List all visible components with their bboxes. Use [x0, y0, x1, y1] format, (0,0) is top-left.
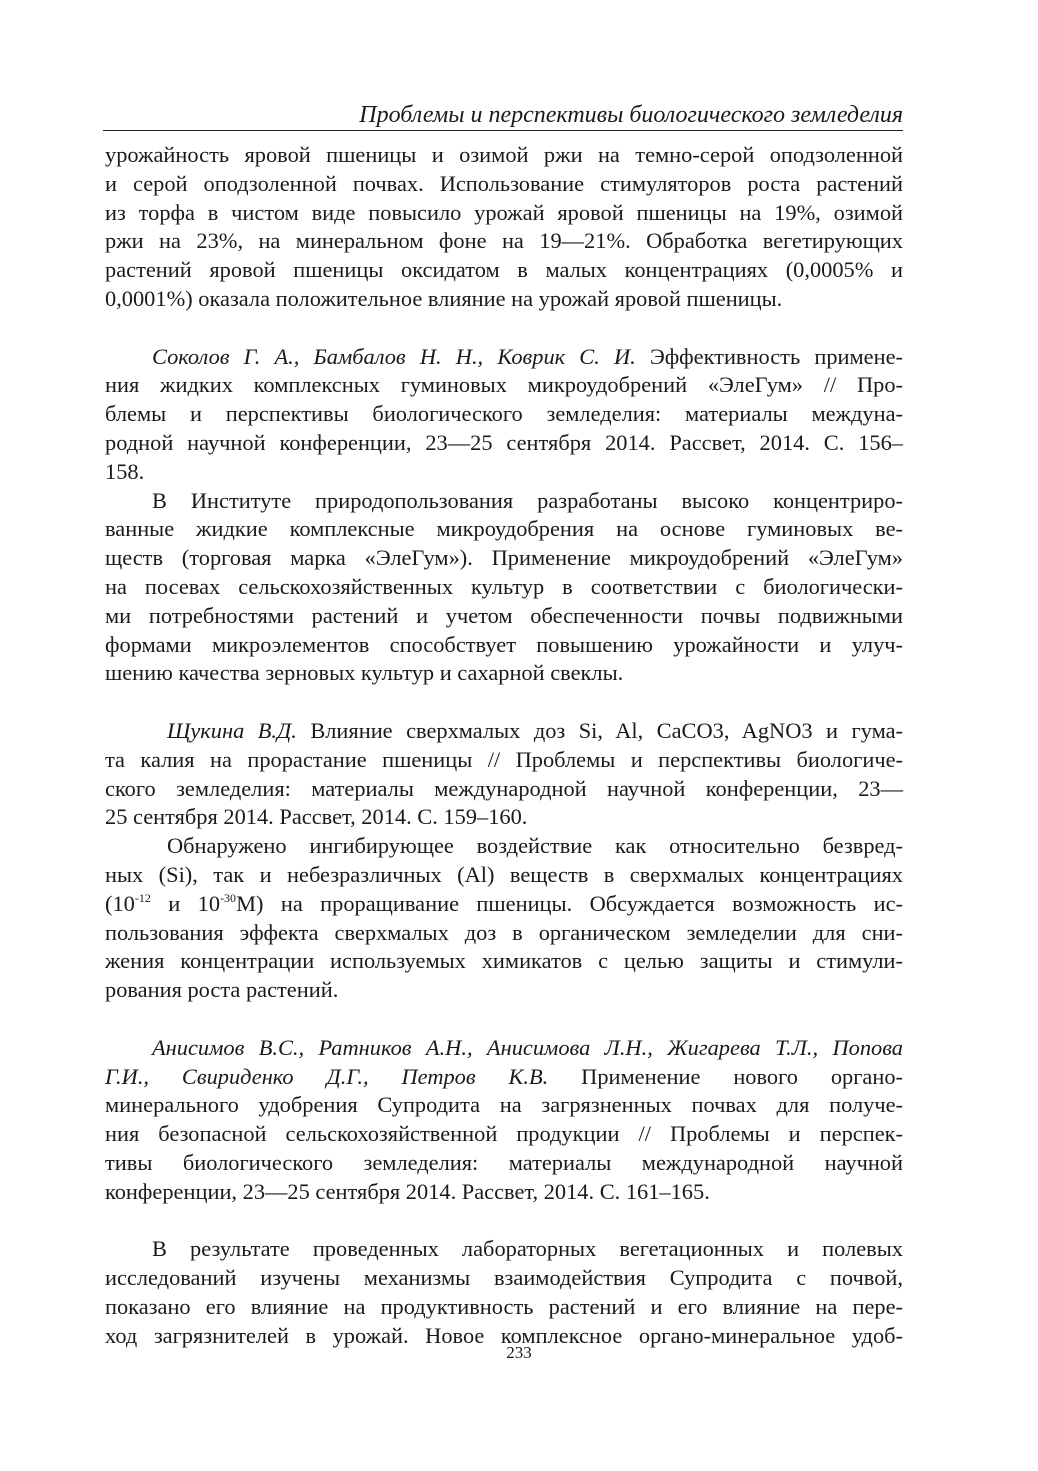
citation-title: Применение нового органо- — [548, 1063, 903, 1089]
citation-line: 158. — [105, 458, 145, 484]
text-line: растений яровой пшеницы оксидатом в малых концентрациях (0,0005% и — [105, 257, 903, 283]
abstract-line: ванные жидкие комплексные микроудобрения на основе гуминовых ве- — [105, 516, 903, 542]
citation-line — [105, 717, 903, 746]
citation-line: блемы и перспективы биологического земледелия: материалы междуна- — [105, 401, 903, 427]
citation-authors: Г.И., Свириденко Д.Г., Петров К.В. — [105, 1063, 549, 1089]
abstract-line: ход загрязнителей в урожай. Новое комплексное органо-минеральное удоб- — [105, 1322, 903, 1348]
abstract-line: рования роста растений. — [105, 977, 339, 1003]
abstract-line: ми потребностями растений и учетом обеспеченности почвы подвижными — [105, 602, 903, 628]
citation-line: та калия на прорастание пшеницы // Проблемы и перспективы биологиче- — [105, 746, 903, 772]
abstract-line: В результате проведенных лабораторных вегетационных и полевых — [152, 1236, 903, 1262]
abstract-line: Обнаружено ингибирующее воздействие как относительно безвред- — [167, 833, 903, 859]
entry-anisimov — [105, 1034, 903, 1351]
exponent: -30 — [220, 890, 237, 905]
text-line: ржи на 23%, на минеральном фоне на 19—21%. Обработка вегетирующих — [105, 228, 903, 254]
header-rule — [103, 130, 903, 131]
abstract-line: пользования эффекта сверхмалых доз в органическом земледелии для сни- — [105, 919, 903, 945]
text-line: урожайность яровой пшеницы и озимой ржи на темно-серой оподзоленной — [105, 142, 903, 167]
abstract-line: ных (Si), так и небезразличных (Al) веществ в сверхмалых концентрациях — [105, 861, 903, 887]
citation-line: минерального удобрения Супродита на загрязненных почвах для получе- — [105, 1092, 903, 1118]
abstract-line — [105, 890, 903, 919]
entry-sokolov — [105, 343, 903, 689]
citation-line: ния жидких комплексных гуминовых микроудобрений «ЭлеГум» // Про- — [105, 372, 903, 398]
paragraph-gap — [105, 1005, 903, 1034]
abstract-line: исследований изучены механизмы взаимодействия Супродита с почвой, — [105, 1265, 903, 1291]
citation-title: Эффективность примене- — [635, 343, 903, 369]
abstract-line: показано его влияние на продуктивность растений и его влияние на пере- — [105, 1293, 903, 1319]
concentration-close: М) на проращивание пшеницы. Обсуждается возможность ис- — [236, 890, 903, 916]
text-line: 0,0001%) оказала положительное влияние на урожай яровой пшеницы. — [105, 285, 783, 311]
citation-line — [105, 1063, 903, 1092]
page-number: 233 — [506, 1343, 532, 1362]
citation-authors: Анисимов В.С., Ратников А.Н., Анисимова Л.Н., Жигарева Т.Л., Попова — [152, 1034, 903, 1060]
citation-line: тивы биологического земледелия: материалы международной научной — [105, 1149, 903, 1175]
running-header — [103, 100, 903, 130]
paragraph-gap — [105, 314, 903, 343]
citation-title: Влияние сверхмалых доз Si, Al, CaCO3, AgNO3 и гума- — [296, 717, 903, 743]
citation-line: ния безопасной сельскохозяйственной продукции // Проблемы и перспек- — [105, 1121, 903, 1147]
text-line: и серой оподзоленной почвах. Использование стимуляторов роста растений — [105, 170, 903, 196]
citation-line: 25 сентября 2014. Рассвет, 2014. С. 159–160. — [105, 804, 528, 830]
exponent: -12 — [134, 890, 151, 905]
citation-line: конференции, 23—25 сентября 2014. Рассвет, 2014. С. 161–165. — [105, 1178, 710, 1204]
abstract-line: формами микроэлементов способствует повышению урожайности и улуч- — [105, 631, 903, 657]
concentration-middle: и 10 — [150, 890, 221, 916]
paragraph-gap — [105, 688, 903, 717]
citation-line: родной научной конференции, 23—25 сентября 2014. Рассвет, 2014. С. 156– — [105, 429, 903, 455]
paragraph-gap — [105, 1206, 903, 1235]
concentration-open: (10 — [105, 890, 135, 916]
abstract-line: шению качества зерновых культур и сахарной свеклы. — [105, 660, 624, 686]
abstract-line: жения концентрации используемых химикатов с целью защиты и стимули- — [105, 948, 903, 974]
entry-shchukina — [105, 717, 903, 1005]
abstract-line: на посевах сельскохозяйственных культур в соответствии с биологически- — [105, 573, 903, 599]
citation-authors: Щукина В.Д. — [167, 717, 297, 743]
page-body — [105, 141, 903, 1350]
citation-line — [105, 343, 903, 372]
text-line: из торфа в чистом виде повысило урожай яровой пшеницы на 19%, озимой — [105, 199, 903, 225]
abstract-line: ществ (торговая марка «ЭлеГум»). Применение микроудобрений «ЭлеГум» — [105, 545, 903, 571]
citation-line: ского земледелия: материалы международной научной конференции, 23— — [105, 775, 903, 801]
citation-authors: Соколов Г. А., Бамбалов Н. Н., Коврик С. И. — [152, 343, 636, 369]
continuation-paragraph — [105, 141, 903, 314]
running-title: Проблемы и перспективы биологического земледелия — [359, 102, 903, 128]
abstract-line: В Институте природопользования разработаны высоко концентриро- — [152, 487, 903, 513]
